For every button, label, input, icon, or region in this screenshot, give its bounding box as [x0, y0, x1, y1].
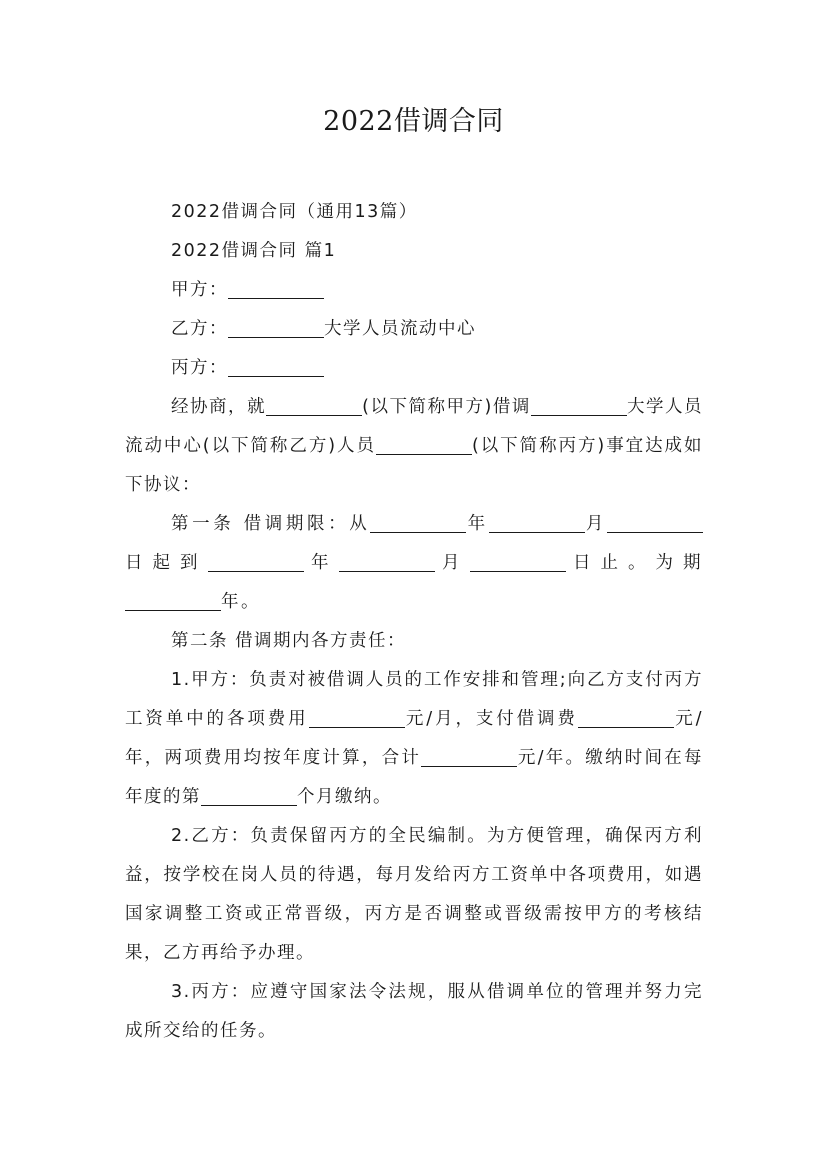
document-body: [125, 193, 703, 1051]
article-2-a-text-5: 个月缴纳。: [297, 787, 392, 807]
article-2-heading-text: 第二条 借调期内各方责任：: [171, 631, 407, 651]
blank-underline: [607, 515, 703, 534]
article-2-a-text-4: 元/年。缴纳时间在每年度的第: [125, 748, 703, 807]
party-c-label: 丙方：: [171, 358, 228, 378]
article-1-text-4: 日起到: [125, 553, 208, 573]
party-b-line: [125, 310, 703, 349]
article-1-paragraph: [125, 505, 703, 622]
blank-underline: [125, 593, 221, 612]
party-a-line: [125, 271, 703, 310]
article-1-text-5: 年: [303, 553, 339, 573]
article-1-text-7: 日止。为期: [565, 553, 703, 573]
blank-underline: [228, 359, 324, 378]
intro-text-3: 大学人员流动中心(以下简称乙方)人员: [125, 397, 704, 456]
section-heading: [125, 232, 703, 271]
party-b-suffix: 大学人员流动中心: [324, 319, 476, 339]
article-2-b-text: 2.乙方：负责保留丙方的全民编制。为方便管理，确保丙方利益，按学校在岗人员的待遇，每月发给丙方工资单中各项费用，如遇国家调整工资或正常晋级，丙方是否调整或晋级需按甲方的考核结果，乙方再给予办理。: [125, 826, 703, 963]
blank-underline: [339, 554, 435, 573]
subtitle-text: 2022借调合同（通用13篇）: [171, 202, 418, 222]
intro-text-1: 经协商，就: [171, 397, 267, 417]
blank-underline: [228, 320, 324, 339]
blank-underline: [309, 710, 405, 729]
intro-text-4: (以下简称丙方)事宜达成如下协议：: [125, 436, 704, 495]
article-2-party-c: [125, 973, 703, 1051]
article-1-text-3: 月: [584, 514, 608, 534]
party-b-label: 乙方：: [171, 319, 228, 339]
blank-underline: [376, 437, 472, 456]
article-2-a-text-3: 元/年，两项费用均按年度计算，合计: [125, 709, 703, 768]
subtitle-line: [125, 193, 703, 232]
intro-paragraph: [125, 388, 703, 505]
article-2-a-text-1: 1.甲方：负责对被借调人员的工作安排和管理;向乙方支付丙方工资单中的各项费用: [125, 670, 703, 729]
blank-underline: [470, 554, 566, 573]
article-1-text-8: 年。: [221, 592, 261, 612]
document-title: 2022借调合同: [323, 106, 504, 137]
blank-underline: [421, 749, 517, 768]
blank-underline: [370, 515, 466, 534]
blank-underline: [531, 398, 627, 417]
article-1-text-1: 第一条 借调期限：从: [171, 514, 371, 534]
blank-underline: [208, 554, 304, 573]
article-2-party-a: [125, 661, 703, 817]
article-1-text-6: 月: [434, 553, 470, 573]
blank-underline: [201, 788, 297, 807]
blank-underline: [489, 515, 585, 534]
article-1-text-2: 年: [466, 514, 489, 534]
article-2-party-b: [125, 817, 703, 973]
blank-underline: [578, 710, 674, 729]
article-2-c-text: 3.丙方：应遵守国家法令法规，服从借调单位的管理并努力完成所交给的任务。: [125, 982, 703, 1041]
intro-text-2: (以下简称甲方)借调: [362, 397, 531, 417]
party-a-label: 甲方：: [171, 280, 228, 300]
article-2-heading: [125, 622, 703, 661]
article-2-a-text-2: 元/月，支付借调费: [404, 709, 578, 729]
blank-underline: [228, 281, 324, 300]
blank-underline: [266, 398, 362, 417]
party-c-line: [125, 349, 703, 388]
section-heading-text: 2022借调合同 篇1: [171, 241, 337, 261]
